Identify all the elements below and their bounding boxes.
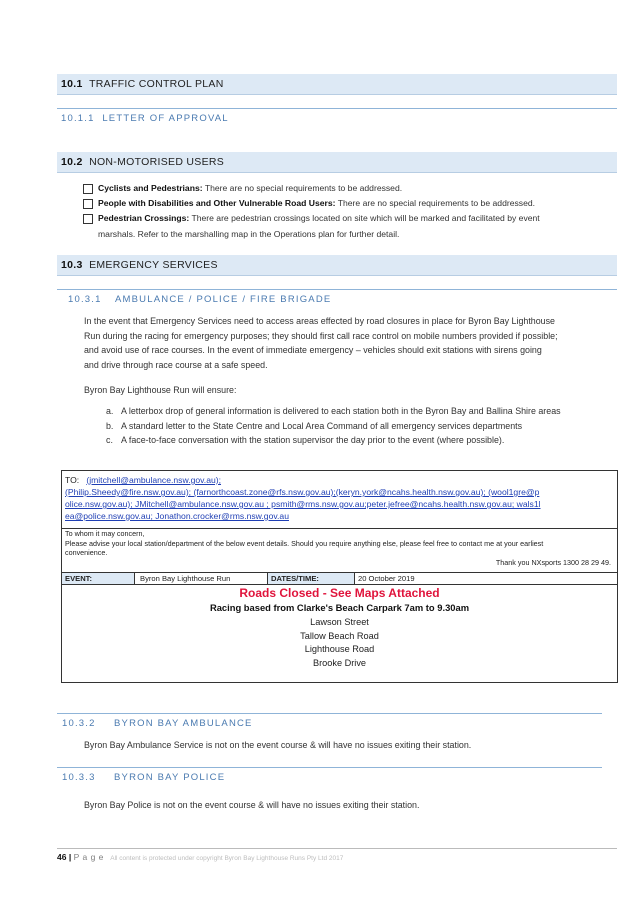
subsection-heading-10-3-1: 10.3.1 AMBULANCE / POLICE / FIRE BRIGADE (68, 294, 332, 305)
racing-info: Racing based from Clarke's Beach Carpark 7am to 9.30am (209, 602, 470, 613)
street-list: Lawson Street Tallow Beach Road Lighthouse Road Brooke Drive (300, 617, 379, 668)
page-footer: 46 | P a g e All content is protected under copyright Byron Bay Lighthouse Runs Pty Ltd 2017 (57, 852, 344, 862)
section-heading-10-3: 10.3 EMERGENCY SERVICES (57, 255, 617, 276)
dates-label: DATES/TIME: (268, 573, 355, 584)
list-item-cyclists: Cyclists and Pedestrians: There are no special requirements to be addressed. (98, 183, 403, 193)
paragraph-emergency: In the event that Emergency Services need to access areas effected by road closures in place for Byron Bay Lighthouse Run during the racing for emergency purposes; they should first call race control on mobile numbers provided if possible; and avoid use of race courses. In the event of immediate emergency – vehicles should exit stations with sirens going and drive through race course at a safe speed. (84, 316, 558, 370)
section-heading-10-2: 10.2 NON-MOTORISED USERS (57, 152, 617, 173)
checkbox-icon (83, 214, 93, 224)
email-link[interactable]: olice.nsw.gov.au); JMitchell@ambulance.nsw.gov.au ; psmith@rms.nsw.gov.au;peter.jefree@ncahs.health.nsw.gov.au; wals1l (65, 499, 541, 509)
list-item-crossings: Pedestrian Crossings: There are pedestrian crossings located on site which will be marked and facilitated by event (98, 213, 540, 223)
subsection-heading-10-1-1: 10.1.1 LETTER OF APPROVAL (61, 113, 229, 124)
subsection-rule (57, 713, 602, 714)
section-title: TRAFFIC CONTROL PLAN (89, 78, 224, 90)
roads-closed-heading: Roads Closed - See Maps Attached (239, 586, 440, 600)
subsection-rule (57, 767, 602, 768)
section-heading-10-1 (57, 74, 617, 95)
event-value: Byron Bay Lighthouse Run (135, 573, 268, 584)
page-word: P a g e (73, 852, 104, 862)
email-link[interactable]: (jmitchell@ambulance.nsw.gov.au); (86, 475, 222, 485)
email-link[interactable]: (Philip.Sheedy@fire.nsw.gov.au); (farnorthcoast.zone@rfs.nsw.gov.au);(keryn.york@ncahs.health.nsw.gov.au); (wool1gre@p (65, 487, 540, 497)
message-block: To whom it may concern, Please advise your local station/department of the below event details. Should you require anything else, please feel free to contact me at your earliest convenience. Thank you NXsports 1300 28 29 49. (65, 529, 611, 567)
subsection-heading-10-3-2: 10.3.2 BYRON BAY AMBULANCE (62, 718, 253, 729)
subsection-rule (57, 289, 617, 290)
footer-rule (57, 848, 617, 849)
list-item-disabilities: People with Disabilities and Other Vulnerable Road Users: There are no special requirements to be addressed. (98, 198, 536, 208)
event-row (62, 572, 617, 585)
email-link[interactable]: ea@police.nsw.gov.au; Jonathon.crocker@rms.nsw.gov.au (65, 511, 289, 521)
subsection-heading-10-3-3: 10.3.3 BYRON BAY POLICE (62, 772, 226, 783)
to-block (62, 471, 617, 529)
subsection-rule (57, 108, 617, 109)
ambulance-text: Byron Bay Ambulance Service is not on the event course & will have no issues exiting their station. (84, 740, 472, 750)
page-number: 46 (57, 852, 67, 862)
checkbox-icon (83, 199, 93, 209)
notification-letter (61, 470, 618, 683)
to-label: TO: (65, 475, 80, 485)
section-number: 10.1 (61, 78, 83, 90)
checkbox-icon (83, 184, 93, 194)
dates-value: 20 October 2019 (358, 574, 415, 583)
paragraph-ensure: Byron Bay Lighthouse Run will ensure: (84, 385, 237, 395)
copyright-text: All content is protected under copyright Byron Bay Lighthouse Runs Pty Ltd 2017 (110, 855, 344, 862)
police-text: Byron Bay Police is not on the event course & will have no issues exiting their station. (84, 800, 420, 810)
event-label: EVENT: (62, 573, 135, 584)
list-item-crossings-continued: marshals. Refer to the marshalling map in the Operations plan for further detail. (98, 229, 400, 239)
ensure-list: a. A letterbox drop of general information is delivered to each station both in the Byron Bay and Ballina Shire areas b. A standard letter to the State Centre and Local Area Command of all emergency services departments c. A face-to-face conversation with the station supervisor the day prior to the event (where possible). (106, 406, 561, 445)
